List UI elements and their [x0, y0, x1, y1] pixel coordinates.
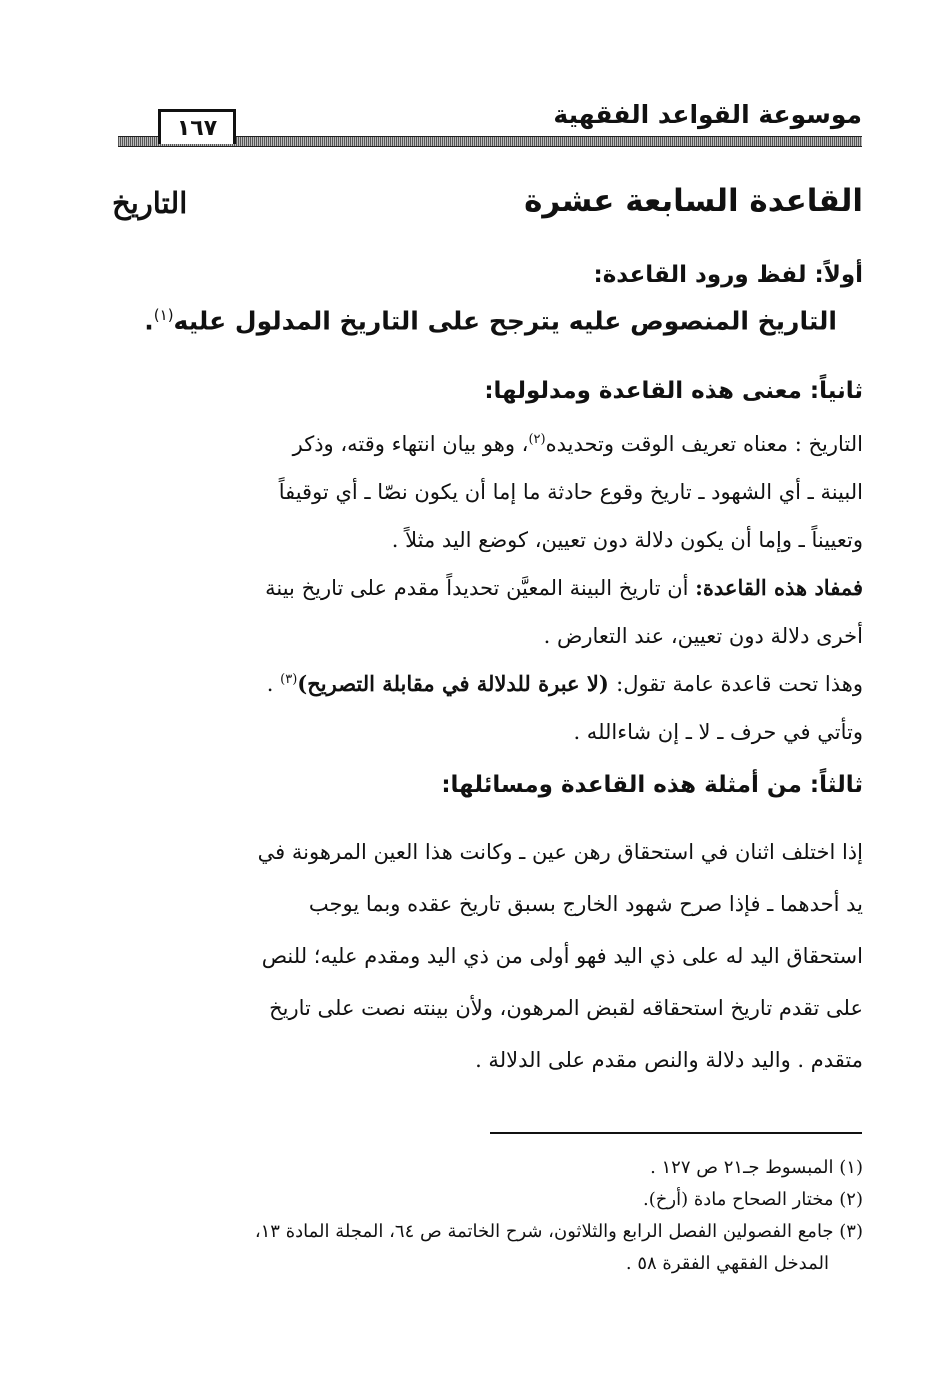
- meaning-line-2: البينة ـ أي الشهود ـ تاريخ وقوع حادثة ما إما أن يكون نصّا ـ أي توقيفاً: [278, 480, 863, 504]
- general-rule-text: (لا عبرة للدلالة في مقابلة التصريح): [297, 671, 617, 696]
- meaning-line-1-end: ، وهو بيان انتهاء وقته، وذكر: [292, 432, 529, 456]
- section-heading-wording: أولاً: لفظ ورود القاعدة:: [593, 262, 863, 288]
- meaning-line-1-text: التاريخ : معناه تعريف الوقت وتحديده: [545, 432, 863, 456]
- meaning-line-3: وتعييناً ـ وإما أن يكون دلالة دون تعيين، كوضع اليد مثلاً .: [391, 528, 863, 552]
- mufad-line-1: [119, 564, 863, 612]
- footnote-mark-1: (١): [153, 306, 174, 324]
- footnote-divider: [490, 1132, 862, 1134]
- general-rule-prefix: وهذا تحت قاعدة عامة تقول:: [616, 672, 863, 696]
- comes-line: وتأتي في حرف ـ لا ـ إن شاءالله .: [573, 720, 863, 744]
- examples-paragraph: [119, 826, 863, 1086]
- mufad-label: فمفاد هذه القاعدة:: [695, 575, 863, 600]
- meaning-paragraph: [119, 420, 863, 756]
- general-rule-end: .: [266, 672, 281, 696]
- book-title: موسوعة القواعد الفقهية: [553, 100, 862, 129]
- mufad-text: أن تاريخ البينة المعيَّن تحديداً مقدم على تاريخ بينة: [265, 576, 696, 600]
- section-heading-examples: ثالثاً: من أمثلة هذه القاعدة ومسائلها:: [441, 772, 863, 798]
- meaning-line-1: [119, 420, 863, 468]
- example-line-3: استحقاق اليد له على ذي اليد فهو أولى من ذي اليد ومقدم عليه؛ للنص: [261, 944, 863, 968]
- page-header: [118, 96, 862, 152]
- rule-title: القاعدة السابعة عشرة: [524, 183, 863, 219]
- footnote-1: (١) المبسوط جـ٢١ ص ١٢٧ .: [650, 1157, 863, 1178]
- example-line-4: على تقدم تاريخ استحقاقه لقبض المرهون، ولأن بينته نصت على تاريخ: [269, 996, 863, 1020]
- example-line-2: يد أحدهما ـ فإذا صرح شهود الخارج بسبق تاريخ عقده وبما يوجب: [308, 892, 863, 916]
- rule-statement-end: .: [144, 306, 154, 336]
- rule-keyword: التاريخ: [112, 186, 188, 220]
- footnote-3: (٣) جامع الفصولين الفصل الرابع والثلاثون، شرح الخاتمة ص ٦٤، المجلة المادة ١٣،: [254, 1221, 863, 1242]
- rule-statement: [144, 306, 837, 335]
- general-rule-line: [119, 660, 863, 708]
- example-line-5: متقدم . واليد دلالة والنص مقدم على الدلالة .: [475, 1048, 863, 1072]
- example-line-1: إذا اختلف اثنان في استحقاق رهن عين ـ وكانت هذا العين المرهونة في: [257, 840, 863, 864]
- section-heading-meaning: ثانياً: معنى هذه القاعدة ومدلولها:: [484, 378, 863, 404]
- footnote-2: (٢) مختار الصحاح مادة (أرخ).: [643, 1189, 863, 1210]
- footnotes: [119, 1152, 863, 1280]
- footnote-3-continued: المدخل الفقهي الفقرة ٥٨ .: [625, 1253, 829, 1274]
- footnote-mark-3: (٣): [280, 672, 298, 687]
- page-number: ١٦٧: [158, 109, 236, 144]
- rule-statement-text: التاريخ المنصوص عليه يترجح على التاريخ المدلول عليه: [173, 306, 837, 336]
- footnote-mark-2: (٢): [528, 432, 546, 447]
- mufad-line-2: أخرى دلالة دون تعيين، عند التعارض .: [543, 624, 863, 648]
